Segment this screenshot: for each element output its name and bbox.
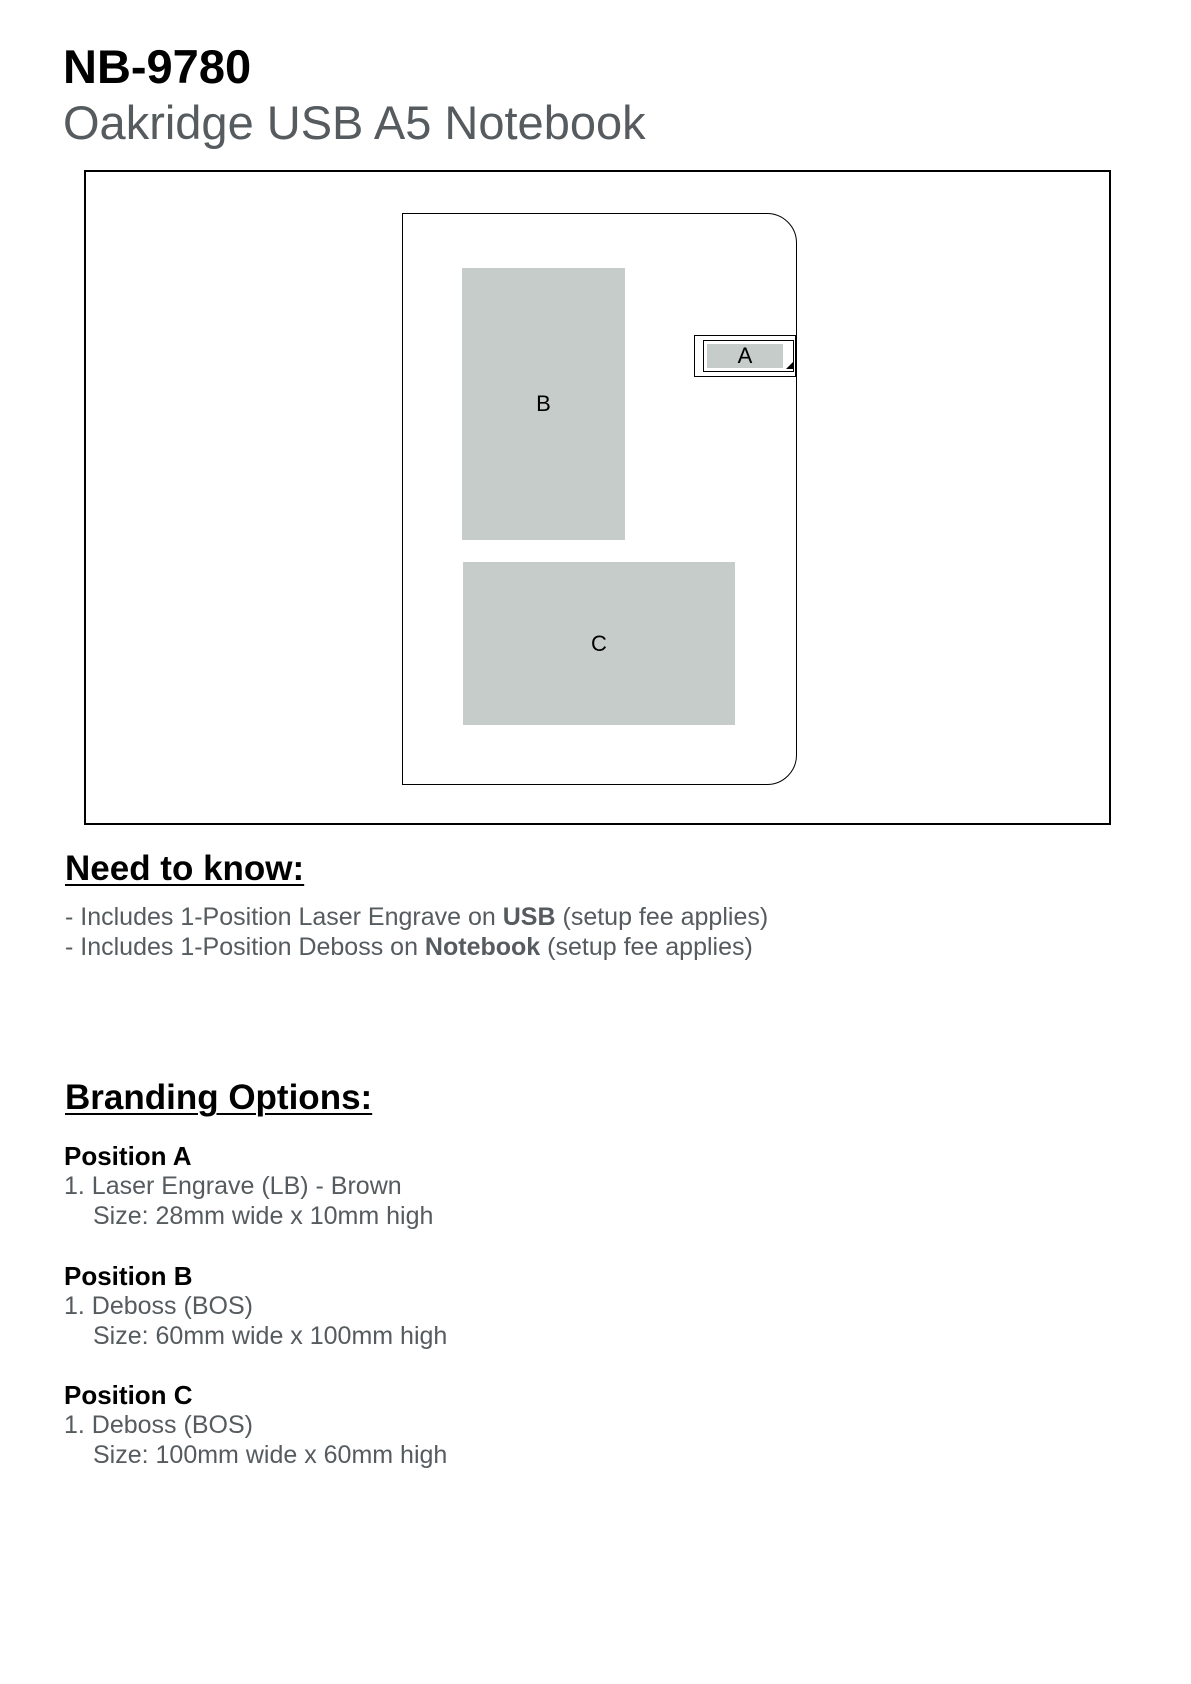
branding-options-heading: Branding Options:: [65, 1078, 373, 1117]
position-size: Size: 60mm wide x 100mm high: [93, 1322, 448, 1350]
item-text: (setup fee applies): [540, 933, 753, 961]
branding-zone-b: [462, 268, 625, 540]
position-method: 1. Laser Engrave (LB) - Brown: [64, 1172, 402, 1200]
position-method: 1. Deboss (BOS): [64, 1411, 253, 1439]
usb-tip-marker: [786, 362, 793, 369]
position-c-block: [64, 1380, 447, 1470]
zone-c-label: C: [591, 630, 607, 656]
branding-zone-a: [707, 344, 783, 368]
item-text: - Includes 1-Position Deboss on: [65, 933, 425, 961]
position-title: Position A: [64, 1141, 192, 1171]
branding-zone-c: [463, 562, 735, 725]
position-size: Size: 28mm wide x 10mm high: [93, 1202, 434, 1230]
position-a-block: [64, 1141, 433, 1231]
item-bold-text: Notebook: [424, 933, 541, 961]
position-title: Position C: [64, 1380, 193, 1410]
position-b-block: [64, 1261, 447, 1351]
item-text: (setup fee applies): [555, 903, 769, 931]
position-title: Position B: [64, 1261, 193, 1291]
position-method: 1. Deboss (BOS): [64, 1292, 253, 1320]
product-code: NB-9780: [63, 40, 252, 93]
item-text: - Includes 1-Position Laser Engrave on: [65, 903, 503, 931]
zone-b-label: B: [536, 391, 551, 416]
zone-a-label: A: [737, 343, 753, 368]
need-to-know-item: [65, 902, 768, 932]
product-name: Oakridge USB A5 Notebook: [63, 96, 646, 149]
position-size: Size: 100mm wide x 60mm high: [93, 1441, 448, 1469]
need-to-know-list: [65, 902, 768, 962]
need-to-know-heading: Need to know:: [65, 849, 305, 888]
need-to-know-item: [65, 932, 768, 962]
item-bold-text: USB: [502, 903, 556, 931]
